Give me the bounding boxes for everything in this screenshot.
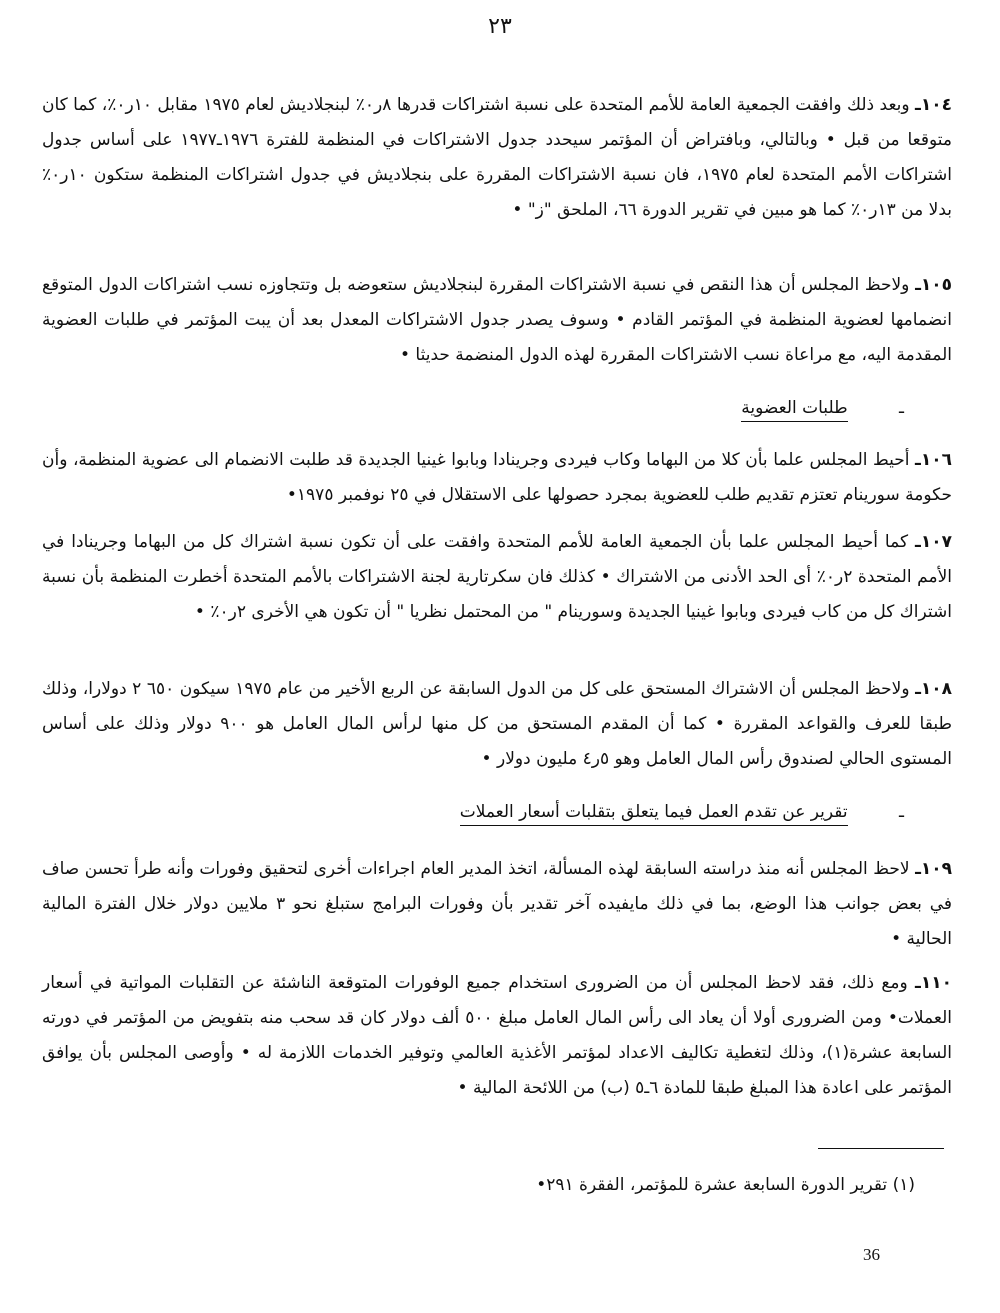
paragraph-number: ١٠٧ـ	[915, 532, 952, 552]
top-page-number: ٢٣	[488, 14, 512, 39]
heading-title: طلبات العضوية	[741, 398, 847, 422]
paragraph-110	[42, 966, 952, 1106]
paragraph-107	[42, 525, 952, 630]
paragraph-109	[42, 852, 952, 957]
paragraph-number: ١٠٥ـ	[915, 275, 953, 295]
paragraph-text: ولاحظ المجلس أن الاشتراك المستحق على كل من الدول السابقة عن الربع الأخير من عام ١٩٧٥ سيكون ٦٥٠ ٢ دولارا، وذلك طبقا للعرف والقواعد المقررة • كما أن المقدم المستحق من كل منها لرأس المال العامل هو ٩٠٠ دولار وذلك على أساس المستوى الحالي لصندوق رأس المال العامل وهو ٥ر٤ مليون دولار •	[42, 679, 952, 769]
paragraph-number: ١٠٤ـ	[915, 95, 952, 115]
paragraph-text: أحيط المجلس علما بأن كلا من البهاما وكاب فيردى وجرينادا وبابوا غينيا الجديدة قد طلبت الانضمام الى عضوية المنظمة، وأن حكومة سورينام تعتزم تقديم طلب للعضوية بمجرد حصولها على الاستقلال في ٢٥ نوفمبر ١٩٧٥•	[42, 450, 952, 505]
paragraph-number: ١٠٩ـ	[915, 859, 953, 879]
paragraph-106	[42, 443, 952, 513]
section-heading-membership	[741, 398, 904, 418]
footnote-separator	[818, 1148, 944, 1149]
paragraph-number: ١٠٦ـ	[915, 450, 952, 470]
paragraph-text: وبعد ذلك وافقت الجمعية العامة للأمم المتحدة على نسبة اشتراكات قدرها ٨ر٠٪ لبنجلاديش لعام ١٩٧٥ مقابل ١٠ر٠٪، كما كان متوقعا من قبل • وبالتالي، وبافتراض أن المؤتمر سيحدد جدول الاشتراكات في المنظمة للفترة ١٩٧٦ـ١٩٧٧ على أساس جدول اشتراكات الأمم المتحدة لعام ١٩٧٥، فان نسبة الاشتراكات المقررة على بنجلاديش في جدول اشتراكات المنظمة ستكون ١٠ر٠٪ بدلا من ١٣ر٠٪ كما هو مبين في تقرير الدورة ٦٦، الملحق "ز" •	[42, 95, 952, 220]
heading-dash: ـ	[899, 398, 904, 418]
paragraph-text: ولاحظ المجلس أن هذا النقص في نسبة الاشتراكات المقررة لبنجلاديش ستعوضه بل وتتجاوزه نسب اشتراكات الدول المتوقع انضمامها لعضوية المنظمة في المؤتمر القادم • وسوف يصدر جدول الاشتراكات المعدل بعد أن يبت المؤتمر في طلبات العضوية المقدمة اليه، مع مراعاة نسب الاشتراكات المقررة لهذه الدول المنضمة حديثا •	[42, 275, 952, 365]
paragraph-text: ومع ذلك، فقد لاحظ المجلس أن من الضرورى استخدام جميع الوفورات المتوقعة الناشئة عن التقلبات المواتية في أسعار العملات• ومن الضرورى أولا أن يعاد الى رأس المال العامل مبلغ ٥٠٠ ألف دولار كان قد سحب منه بتفويض من المؤتمر في دورته السابعة عشرة(١)، وذلك لتغطية تكاليف الاعداد لمؤتمر الأغذية العالمي وتوفير الخدمات اللازمة له • وأوصى المجلس بأن يوافق المؤتمر على اعادة هذا المبلغ طبقا للمادة ٦ـ٥ (ب) من اللائحة المالية •	[42, 973, 952, 1098]
paragraph-text: لاحظ المجلس أنه منذ دراسته السابقة لهذه المسألة، اتخذ المدير العام اجراءات أخرى لتحقيق وفورات وأنه طرأ تحسن صاف في بعض جوانب هذا الوضع، بما في ذلك مايفيده آخر تقدير بأن وفورات البرامج ستبلغ نحو ٣ ملايين دولار خلال الفترة المالية الحالية •	[42, 859, 952, 949]
paragraph-number: ١١٠ـ	[915, 973, 952, 993]
paragraph-105	[42, 268, 952, 373]
paragraph-number: ١٠٨ـ	[915, 679, 953, 699]
footnote-marker: (١)	[892, 1175, 915, 1195]
section-heading-currency	[460, 802, 904, 822]
footnote	[536, 1175, 915, 1195]
bottom-page-number: 36	[863, 1245, 880, 1264]
paragraph-text: كما أحيط المجلس علما بأن الجمعية العامة للأمم المتحدة وافقت على أن تكون نسبة اشتراك كل من البهاما وجرينادا في الأمم المتحدة ٢ر٠٪ أى الحد الأدنى من الاشتراك • كذلك فان سكرتارية لجنة الاشتراكات بالأمم المتحدة أخطرت المنظمة بأن نسبة اشتراك كل من كاب فيردى وبابوا غينيا الجديدة وسورينام " من المحتمل نظريا " أن تكون هي الأخرى ٢ر٠٪ •	[42, 532, 952, 622]
paragraph-104	[42, 88, 952, 228]
heading-title: تقرير عن تقدم العمل فيما يتعلق بتقلبات أسعار العملات	[460, 802, 848, 826]
footnote-text: تقرير الدورة السابعة عشرة للمؤتمر، الفقرة ٢٩١•	[536, 1175, 888, 1195]
paragraph-108	[42, 672, 952, 777]
heading-dash: ـ	[899, 802, 904, 822]
